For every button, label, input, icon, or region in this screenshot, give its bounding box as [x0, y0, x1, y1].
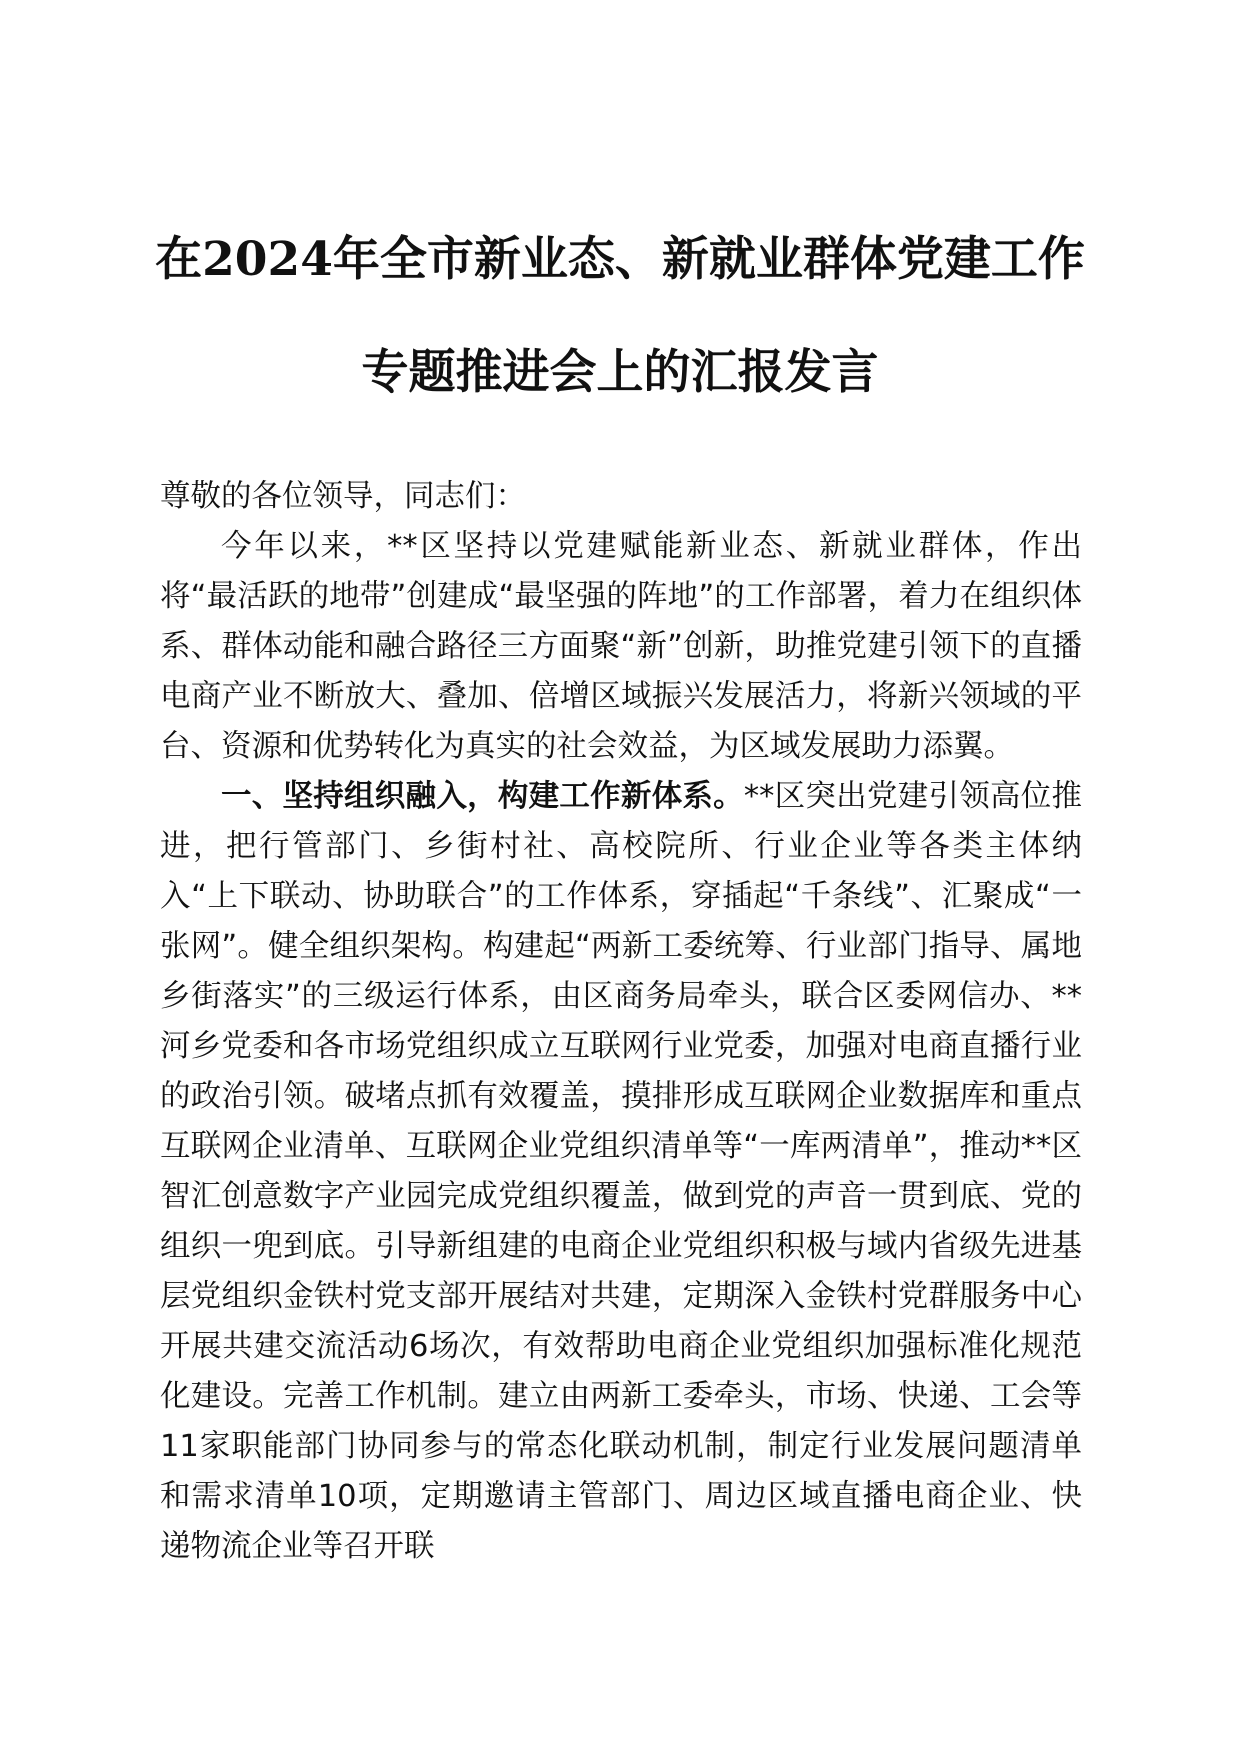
intro-paragraph: 今年以来，**区坚持以党建赋能新业态、新就业群体，作出将“最活跃的地带”创建成“最坚强的阵地”的工作部署，着力在组织体系、群体动能和融合路径三方面聚“新”创新，助推党建引领下的直播电商产业不断放大、叠加、倍增区域振兴发展活力，将新兴领域的平台、资源和优势转化为真实的社会效益，为区域发展助力添翼。 — [160, 529, 1082, 764]
section-1-heading: 一、坚持组织融入，构建工作新体系。 — [221, 779, 744, 814]
document-title-line-2: 专题推进会上的汇报发言 — [361, 345, 879, 400]
document-title-line-1: 在2024年全市新业态、新就业群体党建工作 — [155, 232, 1085, 287]
document-body — [160, 472, 1082, 1572]
section-1-paragraph — [160, 772, 1082, 1572]
section-1-body: **区突出党建引领高位推进，把行管部门、乡街村社、高校院所、行业企业等各类主体纳入“上下联动、协助联合”的工作体系，穿插起“千条线”、汇聚成“一张网”。健全组织架构。构建起“两新工委统筹、行业部门指导、属地乡街落实”的三级运行体系，由区商务局牵头，联合区委网信办、**河乡党委和各市场党组织成立互联网行业党委，加强对电商直播行业的政治引领。破堵点抓有效覆盖，摸排形成互联网企业数据库和重点互联网企业清单、互联网企业党组织清单等“一库两清单”，推动**区智汇创意数字产业园完成党组织覆盖，做到党的声音一贯到底、党的组织一兜到底。引导新组建的电商企业党组织积极与域内省级先进基层党组织金铁村党支部开展结对共建，定期深入金铁村党群服务中心开展共建交流活动6场次，有效帮助电商企业党组织加强标准化规范化建设。完善工作机制。建立由两新工委牵头，市场、快递、工会等11家职能部门协同参与的常态化联动机制，制定行业发展问题清单和需求清单10项，定期邀请主管部门、周边区域直播电商企业、快递物流企业等召开联 — [160, 779, 1082, 1564]
salutation: 尊敬的各位领导，同志们： — [160, 479, 526, 514]
